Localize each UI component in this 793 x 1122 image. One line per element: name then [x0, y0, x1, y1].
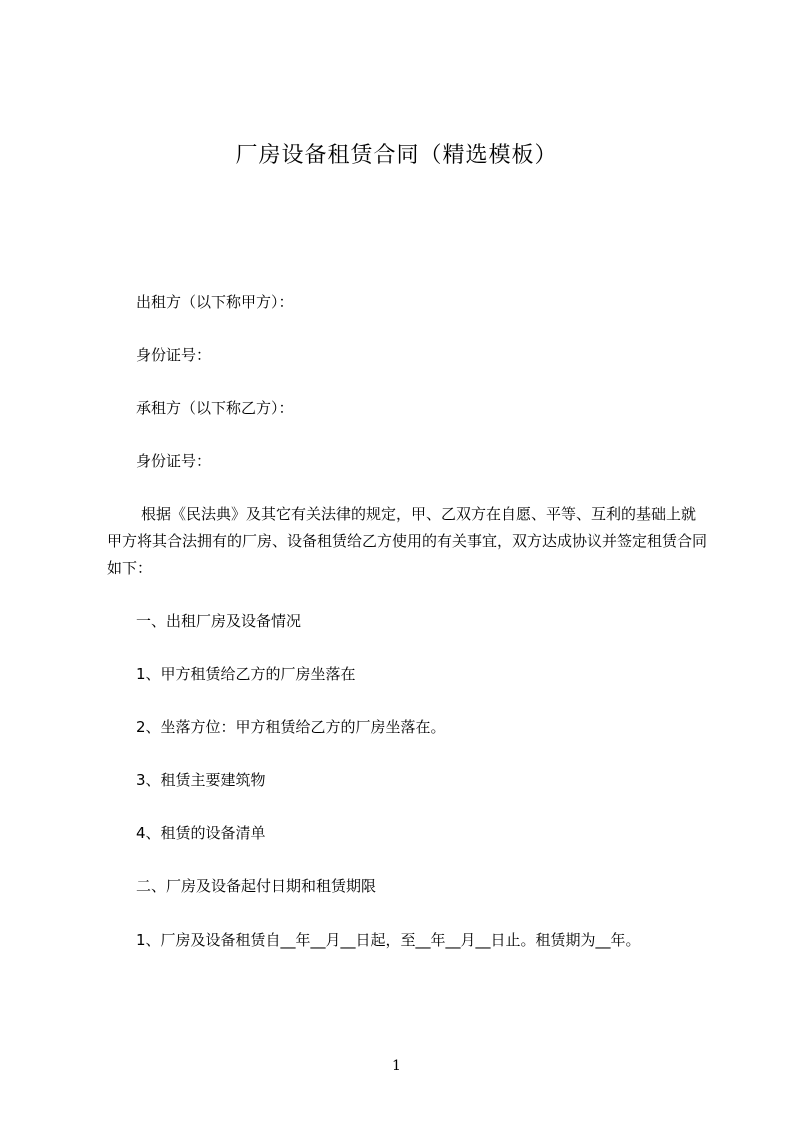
lessor-id-line: 身份证号： [136, 346, 212, 364]
clause-2-1: 1、厂房及设备租赁自__年__月__日起，至__年__月__日止。租赁期为__年。 [136, 931, 641, 949]
intro-paragraph-text: 根据《民法典》及其它有关法律的规定，甲、乙双方在自愿、平等、互利的基础上就甲方将其合法拥有的厂房、设备租赁给乙方使用的有关事宜，双方达成协议并签定租赁合同如下： [107, 505, 708, 577]
clause-1-1: 1、甲方租赁给乙方的厂房坐落在 [136, 665, 356, 683]
section-heading-2: 二、厂房及设备起付日期和租赁期限 [136, 877, 377, 895]
document-title: 厂房设备租赁合同（精选模板） [235, 143, 558, 168]
lessee-id-line: 身份证号： [136, 452, 212, 470]
lessor-line: 出租方（以下称甲方）： [136, 293, 294, 311]
clause-1-3: 3、租赁主要建筑物 [136, 771, 266, 789]
section-heading-1: 一、出租厂房及设备情况 [136, 612, 302, 630]
clause-1-2: 2、坐落方位：甲方租赁给乙方的厂房坐落在。 [136, 718, 446, 736]
intro-paragraph [107, 501, 707, 582]
lessee-line: 承租方（以下称乙方）： [136, 399, 294, 417]
page-number: 1 [392, 1058, 401, 1074]
clause-1-4: 4、租赁的设备清单 [136, 824, 266, 842]
